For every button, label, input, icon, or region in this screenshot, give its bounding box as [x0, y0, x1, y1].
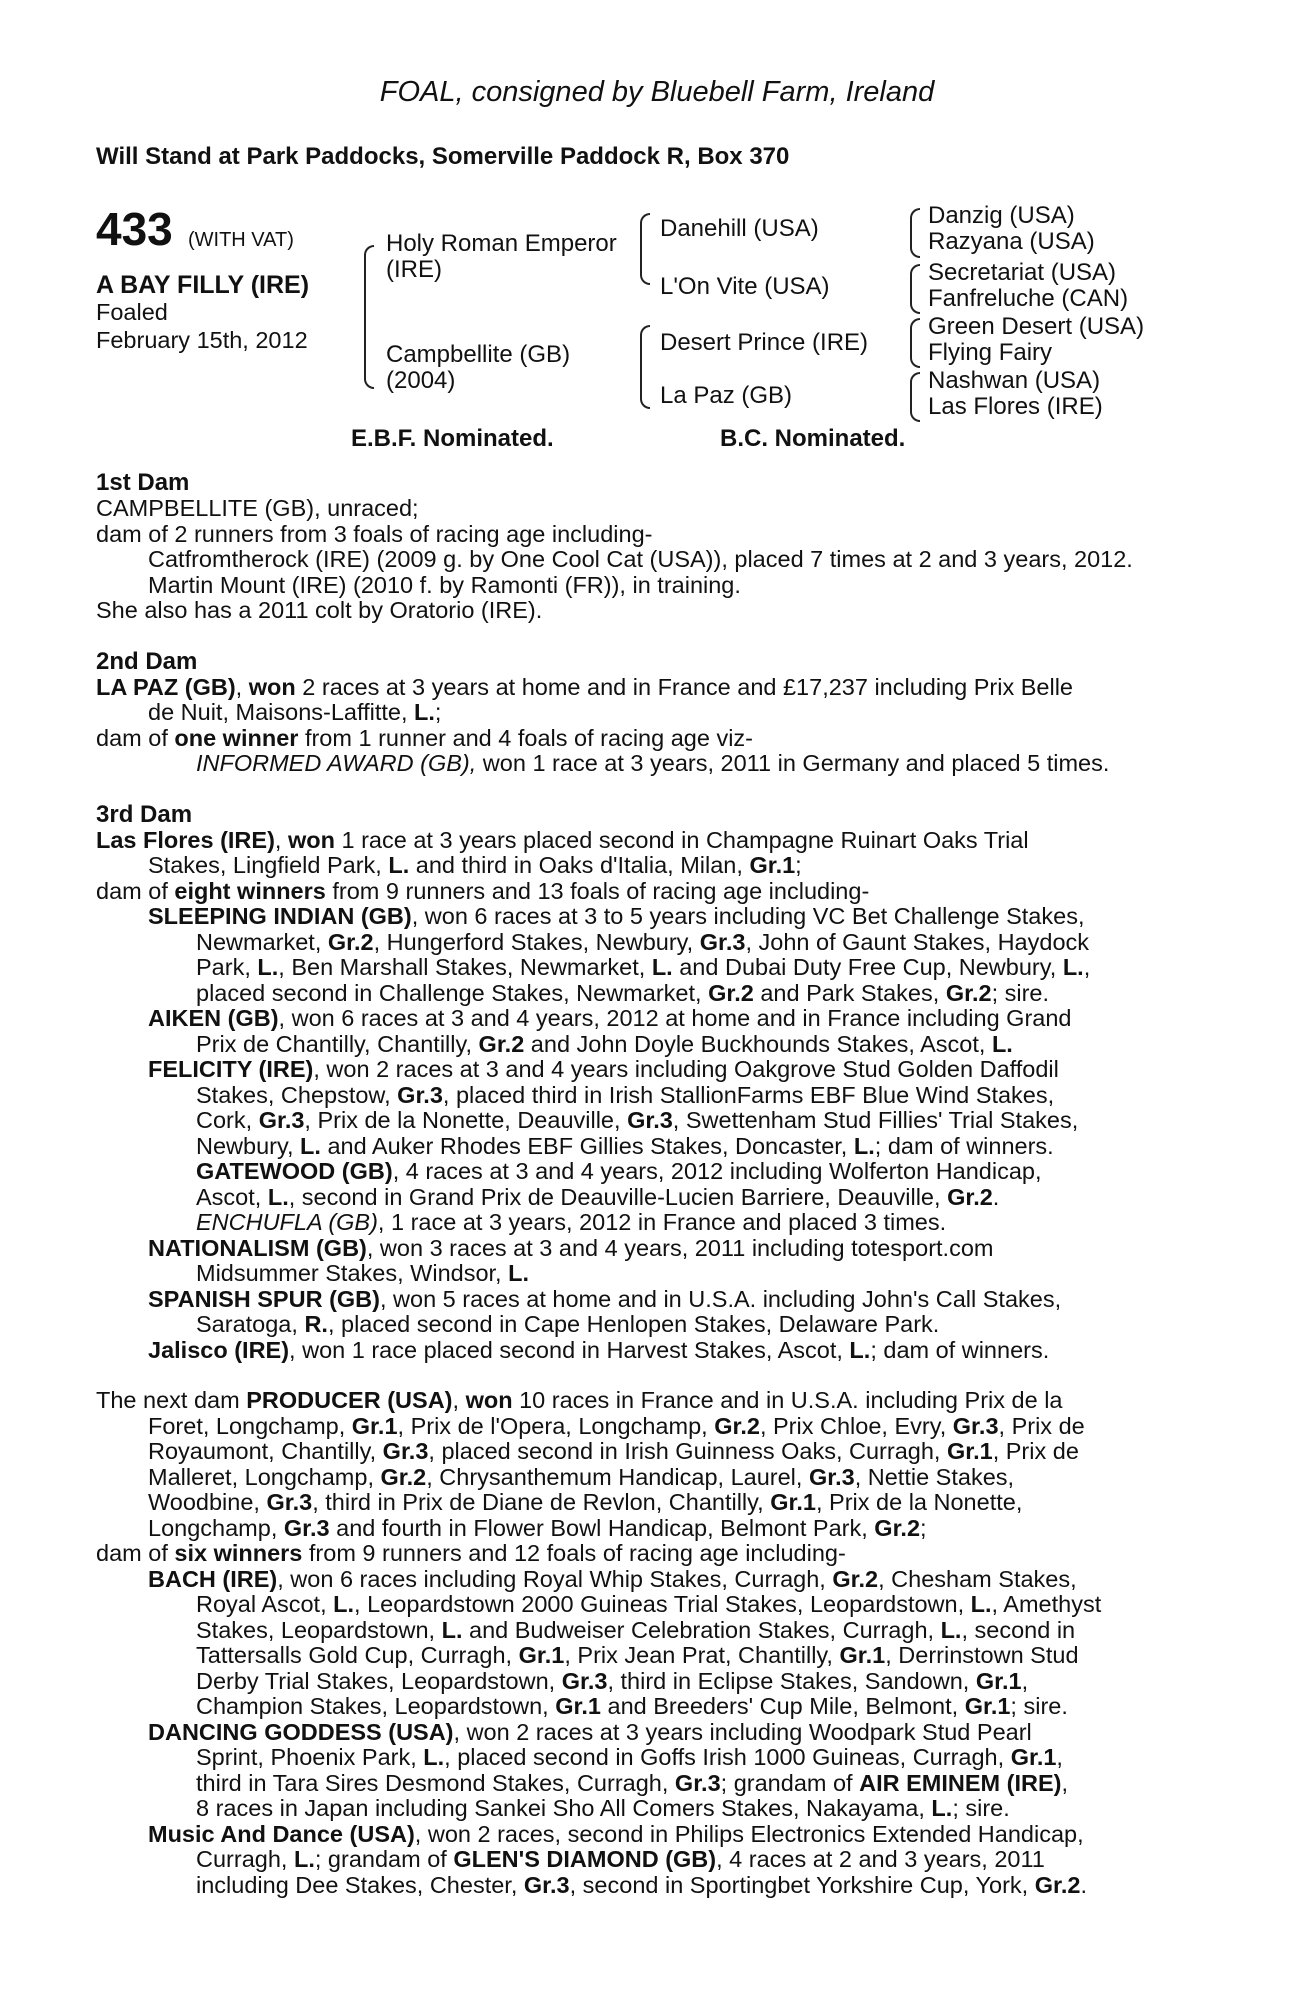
gen3-1: Danzig (USA)	[928, 202, 1075, 229]
gen3-brace	[910, 264, 920, 314]
dam-name: Campbellite (GB)	[386, 341, 571, 368]
ebf-nominated: E.B.F. Nominated.	[351, 425, 554, 452]
sire-brace	[640, 213, 650, 285]
sire-dam: L'On Vite (USA)	[660, 273, 830, 300]
third-dam-line: Ascot, L., second in Grand Prix de Deauville-Lucien Barriere, Deauville, Gr.2.	[196, 1183, 1000, 1210]
gen3-7: Nashwan (USA)	[928, 367, 1101, 394]
gen3-brace	[910, 372, 920, 422]
fourth-dam-line: including Dee Stakes, Chester, Gr.3, second in Sportingbet Yorkshire Cup, York, Gr.2.	[196, 1871, 1087, 1898]
gen3-6: Flying Fairy	[928, 339, 1053, 366]
dam-line: She also has a 2011 colt by Oratorio (IRE).	[96, 597, 543, 623]
dam-line: CAMPBELLITE (GB), unraced;	[96, 495, 419, 521]
fourth-dam-line: Foret, Longchamp, Gr.1, Prix de l'Opera, Longchamp, Gr.2, Prix Chloe, Evry, Gr.3, Prix de	[148, 1412, 1085, 1439]
grade: L.	[414, 699, 435, 725]
third-dam-line: SLEEPING INDIAN (GB), won 6 races at 3 to 5 years including VC Bet Challenge Stakes,	[148, 903, 1085, 929]
section-title: 1st Dam	[96, 469, 190, 496]
gen3-4: Fanfreluche (CAN)	[928, 285, 1129, 312]
dam-brace	[640, 325, 650, 409]
gen3-2: Razyana (USA)	[928, 228, 1095, 255]
third-dam-line: GATEWOOD (GB), 4 races at 3 and 4 years, 2012 including Wolferton Handicap,	[196, 1158, 1042, 1184]
third-dam-line: Newbury, L. and Auker Rhodes EBF Gillies Stakes, Doncaster, L.; dam of winners.	[196, 1132, 1054, 1159]
fourth-dam-line: Music And Dance (USA), won 2 races, second in Philips Electronics Extended Handicap,	[148, 1820, 1084, 1847]
pedigree-notes	[96, 470, 1216, 1898]
lot-description: A BAY FILLY (IRE)	[96, 271, 310, 299]
dam-dam: La Paz (GB)	[660, 382, 793, 409]
sire-sire: Danehill (USA)	[660, 215, 819, 242]
gen3-brace	[910, 318, 920, 368]
third-dam-line: Midsummer Stakes, Windsor, L.	[196, 1260, 529, 1286]
fourth-dam-line: The next dam PRODUCER (USA), won 10 races in France and in U.S.A. including Prix de la	[96, 1387, 1063, 1413]
third-dam-line: placed second in Challenge Stakes, Newmarket, Gr.2 and Park Stakes, Gr.2; sire.	[196, 979, 1050, 1006]
sire-country: (IRE)	[386, 256, 442, 283]
produce-name: INFORMED AWARD (GB),	[196, 750, 477, 776]
fourth-dam-line: Royaumont, Chantilly, Gr.3, placed second in Irish Guinness Oaks, Curragh, Gr.1, Prix de	[148, 1438, 1079, 1464]
catalogue-header: FOAL, consigned by Bluebell Farm, Ireland	[379, 76, 935, 108]
third-dam-line: Prix de Chantilly, Chantilly, Gr.2 and John Doyle Buckhounds Stakes, Ascot, L.	[196, 1030, 1013, 1057]
third-dam-section	[96, 802, 1216, 1364]
fourth-dam-line: third in Tara Sires Desmond Stakes, Curragh, Gr.3; grandam of AIR EMINEM (IRE),	[196, 1769, 1069, 1796]
third-dam-line: Park, L., Ben Marshall Stakes, Newmarket, L. and Dubai Duty Free Cup, Newbury, L.,	[196, 954, 1091, 980]
fourth-dam-section	[96, 1388, 1216, 1898]
dam-line: de Nuit, Maisons-Laffitte,	[148, 699, 415, 725]
third-dam-line: AIKEN (GB), won 6 races at 3 and 4 years, 2012 at home and in France including Grand	[148, 1005, 1072, 1031]
fourth-dam-line: Woodbine, Gr.3, third in Prix de Diane de Revlon, Chantilly, Gr.1, Prix de la Nonette,	[148, 1489, 1023, 1515]
third-dam-line: Cork, Gr.3, Prix de la Nonette, Deauville, Gr.3, Swettenham Stud Fillies' Trial Stakes,	[196, 1107, 1079, 1133]
winner-count: one winner	[174, 724, 299, 751]
fourth-dam-line: dam of six winners from 9 runners and 12 foals of racing age including-	[96, 1540, 846, 1566]
third-dam-line: dam of eight winners from 9 runners and 13 foals of racing age including-	[96, 877, 870, 904]
second-dam-section: 2nd Dam LA PAZ (GB), won 2 races at 3 years at home and in France and £17,237 including Prix Belle de Nuit, Maisons-Laffitte, L.; dam of one winner from 1 runner and 4 foals of racing age viz- INFORMED AWARD (GB), won 1 race at 3 years, 2011 in Germany and placed 5 times.	[96, 649, 1216, 777]
section-title: 2nd Dam	[96, 647, 198, 675]
third-dam-line: Jalisco (IRE), won 1 race placed second in Harvest Stakes, Ascot, L.; dam of winners.	[148, 1336, 1050, 1363]
third-dam-line: Newmarket, Gr.2, Hungerford Stakes, Newbury, Gr.3, John of Gaunt Stakes, Haydock	[196, 928, 1090, 955]
dam-line: dam of	[96, 724, 175, 751]
gen3-5: Green Desert (USA)	[928, 313, 1145, 340]
produce-line: Catfromtherock (IRE) (2009 g. by One Cool Cat (USA)), placed 7 times at 2 and 3 years, 2012.	[148, 546, 1133, 572]
third-dam-line: Las Flores (IRE), won 1 race at 3 years placed second in Champagne Ruinart Oaks Trial	[96, 826, 1029, 853]
gen3-8: Las Flores (IRE)	[928, 393, 1103, 420]
fourth-dam-line: Curragh, L.; grandam of GLEN'S DIAMOND (GB), 4 races at 2 and 3 years, 2011	[196, 1846, 1045, 1872]
fourth-dam-line: BACH (IRE), won 6 races including Royal Whip Stakes, Curragh, Gr.2, Chesham Stakes,	[148, 1565, 1077, 1592]
fourth-dam-line: DANCING GODDESS (USA), won 2 races at 3 years including Woodpark Stud Pearl	[148, 1718, 1032, 1745]
dam-sire: Desert Prince (IRE)	[660, 329, 869, 356]
third-dam-line: Stakes, Chepstow, Gr.3, placed third in Irish StallionFarms EBF Blue Wind Stakes,	[196, 1081, 1055, 1108]
dam-line: dam of 2 runners from 3 foals of racing age including-	[96, 520, 653, 547]
pedigree-brace	[364, 245, 374, 389]
fourth-dam-line: Derby Trial Stakes, Leopardstown, Gr.3, third in Eclipse Stakes, Sandown, Gr.1,	[196, 1667, 1029, 1694]
foaled-date: February 15th, 2012	[96, 327, 308, 353]
dam-year: (2004)	[386, 367, 456, 394]
fourth-dam-line: Royal Ascot, L., Leopardstown 2000 Guineas Trial Stakes, Leopardstown, L., Amethyst	[196, 1591, 1102, 1617]
dam-line: 2 races at 3 years at home and in France and £17,237 including Prix Belle	[295, 673, 1074, 700]
vat-label: (WITH VAT)	[188, 229, 294, 251]
foaled-label: Foaled	[96, 299, 168, 325]
section-title: 3rd Dam	[96, 800, 193, 828]
third-dam-line: FELICITY (IRE), won 2 races at 3 and 4 years including Oakgrove Stud Golden Daffodil	[148, 1056, 1059, 1082]
third-dam-line: SPANISH SPUR (GB), won 5 races at home and in U.S.A. including John's Call Stakes,	[148, 1285, 1062, 1312]
fourth-dam-line: Stakes, Leopardstown, L. and Budweiser Celebration Stakes, Curragh, L., second in	[196, 1616, 1076, 1643]
punct: ;	[434, 699, 442, 725]
produce-line: won 1 race at 3 years, 2011 in Germany and placed 5 times.	[476, 750, 1110, 776]
gen3-3: Secretariat (USA)	[928, 259, 1117, 286]
fourth-dam-line: 8 races in Japan including Sankei Sho All Comers Stakes, Nakayama, L.; sire.	[196, 1795, 1010, 1821]
fourth-dam-line: Tattersalls Gold Cup, Curragh, Gr.1, Prix Jean Prat, Chantilly, Gr.1, Derrinstown Stud	[196, 1642, 1079, 1668]
third-dam-line: NATIONALISM (GB), won 3 races at 3 and 4 years, 2011 including totesport.com	[148, 1234, 994, 1261]
produce-line: Martin Mount (IRE) (2010 f. by Ramonti (FR)), in training.	[148, 571, 741, 598]
fourth-dam-line: Malleret, Longchamp, Gr.2, Chrysanthemum Handicap, Laurel, Gr.3, Nettie Stakes,	[148, 1463, 1015, 1490]
third-dam-line: ENCHUFLA (GB), 1 race at 3 years, 2012 in France and placed 3 times.	[196, 1209, 947, 1235]
fourth-dam-line: Longchamp, Gr.3 and fourth in Flower Bowl Handicap, Belmont Park, Gr.2;	[148, 1514, 927, 1541]
dam-line: from 1 runner and 4 foals of racing age viz-	[298, 724, 753, 751]
fourth-dam-line: Champion Stakes, Leopardstown, Gr.1 and Breeders' Cup Mile, Belmont, Gr.1; sire.	[196, 1693, 1068, 1719]
lot-number: 433	[96, 203, 173, 255]
bc-nominated: B.C. Nominated.	[720, 425, 906, 452]
gen3-brace	[910, 208, 920, 258]
won-label: won	[248, 673, 296, 700]
first-dam-section	[96, 470, 1216, 624]
dam-name: LA PAZ (GB)	[96, 673, 236, 700]
sire-name: Holy Roman Emperor	[386, 230, 617, 257]
third-dam-line: Saratoga, R., placed second in Cape Henlopen Stakes, Delaware Park.	[196, 1311, 940, 1337]
third-dam-line: Stakes, Lingfield Park, L. and third in Oaks d'Italia, Milan, Gr.1;	[148, 852, 802, 878]
fourth-dam-line: Sprint, Phoenix Park, L., placed second in Goffs Irish 1000 Guineas, Curragh, Gr.1,	[196, 1744, 1063, 1770]
stand-location: Will Stand at Park Paddocks, Somerville Paddock R, Box 370	[96, 143, 790, 170]
